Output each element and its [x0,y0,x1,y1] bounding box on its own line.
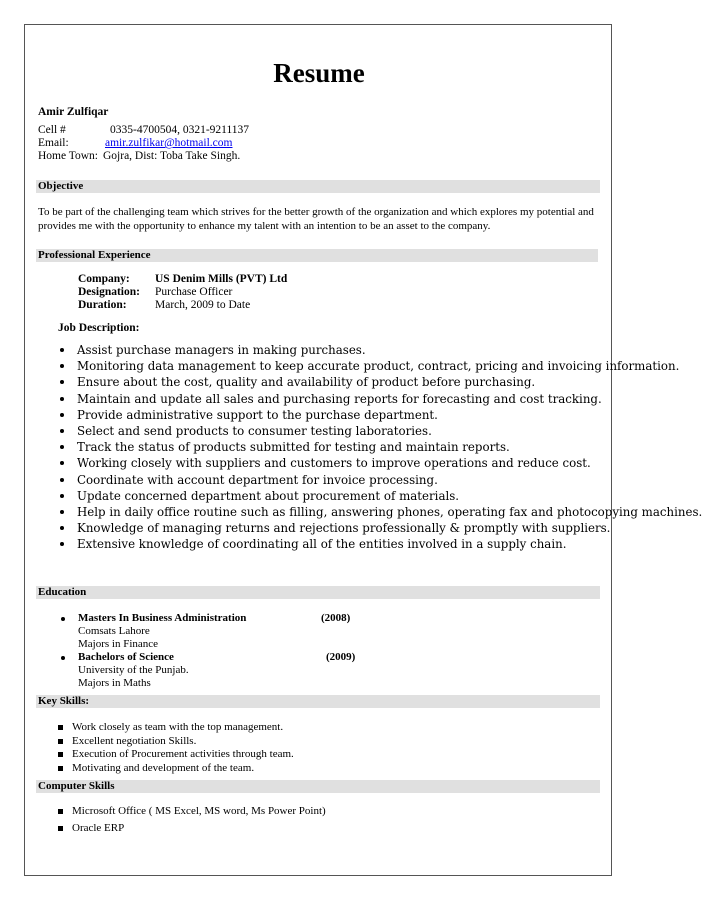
list-item [58,762,294,776]
list-item [60,423,702,439]
list-item [58,721,294,735]
bullet-icon [60,494,64,498]
list-item [60,407,702,423]
skill-text: Oracle ERP [72,822,125,834]
duration-value: March, 2009 to Date [155,299,251,311]
list-item [60,455,702,471]
hometown-value: Gojra, Dist: Toba Take Singh. [103,150,241,162]
square-bullet-icon [58,739,63,744]
degree-year: (2008) [321,612,351,624]
page-title: Resume [273,58,365,88]
bullet-icon [60,397,64,401]
list-item [60,504,702,520]
degree-title: Bachelors of Science [78,651,174,663]
duty-text: Ensure about the cost, quality and availability of product before purchasing. [77,375,536,390]
major: Majors in Finance [78,638,159,650]
bullet-icon [60,510,64,514]
square-bullet-icon [58,826,63,831]
duty-text: Assist purchase managers in making purchases. [77,343,366,357]
objective-heading: Objective [36,180,600,193]
duty-text: Maintain and update all sales and purchasing reports for forecasting and cost tracking. [77,391,602,406]
list-item [60,391,702,407]
list-item [60,536,702,552]
duty-text: Select and send products to consumer testing laboratories. [77,423,432,438]
duty-text: Track the status of products submitted for testing and maintain reports. [77,440,510,455]
list-item [60,520,702,536]
duty-text: Provide administrative support to the purchase department. [77,407,438,422]
hometown-label: Home Town: [38,150,98,162]
education-heading: Education [36,586,600,599]
designation-label: Designation: [78,286,140,298]
list-item [58,805,326,822]
bullet-icon [60,542,64,546]
bullet-icon [60,429,64,433]
list-item [60,472,702,488]
key-skills-heading: Key Skills: [36,695,600,708]
objective-text [38,206,598,233]
bullet-icon [61,656,65,660]
square-bullet-icon [58,752,63,757]
duty-text: Knowledge of managing returns and rejections professionally & promptly with suppliers. [77,521,611,536]
objective-line-2: provides me with the opportunity to enhance my talent with an intention to be an asset to the company. [38,219,491,232]
designation-value: Purchase Officer [155,286,233,298]
duty-text: Coordinate with account department for invoice processing. [77,472,438,487]
list-item [58,735,294,749]
list-item [60,342,702,358]
bullet-icon [60,445,64,449]
cell-label: Cell # [38,124,66,136]
duty-text: Working closely with suppliers and customers to improve operations and reduce cost. [77,456,591,471]
candidate-name: Amir Zulfiqar [38,106,109,118]
square-bullet-icon [58,766,63,771]
duration-label: Duration: [78,299,127,311]
list-item [60,374,702,390]
degree-title: Masters In Business Administration [78,612,247,624]
bullet-icon [60,348,64,352]
bullet-icon [60,461,64,465]
duty-text: Monitoring data management to keep accurate product, contract, pricing and invoicing information. [77,359,680,374]
square-bullet-icon [58,809,63,814]
key-skills-list [58,721,294,775]
skill-text: Execution of Procurement activities through team. [72,748,294,760]
duty-text: Extensive knowledge of coordinating all of the entities involved in a supply chain. [77,537,567,552]
objective-line-1: To be part of the challenging team which strives for the better growth of the organization and which explores my potential and [38,206,594,218]
company-value: US Denim Mills (PVT) Ltd [155,273,288,285]
bullet-icon [60,413,64,417]
institution: Comsats Lahore [78,625,150,637]
bullet-icon [60,380,64,384]
degree-year: (2009) [326,651,356,663]
bullet-icon [61,617,65,621]
email-link[interactable]: amir.zulfikar@hotmail.com [105,137,233,149]
computer-skills-heading: Computer Skills [36,780,600,793]
skill-text: Microsoft Office ( MS Excel, MS word, Ms Power Point) [72,805,326,817]
major: Majors in Maths [78,677,151,689]
company-label: Company: [78,273,130,285]
list-item [60,358,702,374]
job-duties-list [60,342,702,552]
experience-heading: Professional Experience [36,249,598,262]
list-item [60,488,702,504]
skill-text: Excellent negotiation Skills. [72,734,197,747]
square-bullet-icon [58,725,63,730]
institution: University of the Punjab. [78,664,189,676]
list-item [58,748,294,762]
bullet-icon [60,478,64,482]
duty-text: Update concerned department about procurement of materials. [77,488,460,503]
list-item [58,822,326,839]
skill-text: Work closely as team with the top management. [72,721,284,733]
bullet-icon [60,526,64,530]
duty-text: Help in daily office routine such as filling, answering phones, operating fax and photocopying machines. [77,504,702,519]
cell-value: 0335-4700504, 0321-9211137 [110,124,250,136]
job-description-label: Job Description: [58,322,140,334]
list-item [60,439,702,455]
email-label: Email: [38,137,69,149]
bullet-icon [60,364,64,368]
skill-text: Motivating and development of the team. [72,761,255,774]
computer-skills-list [58,805,326,839]
